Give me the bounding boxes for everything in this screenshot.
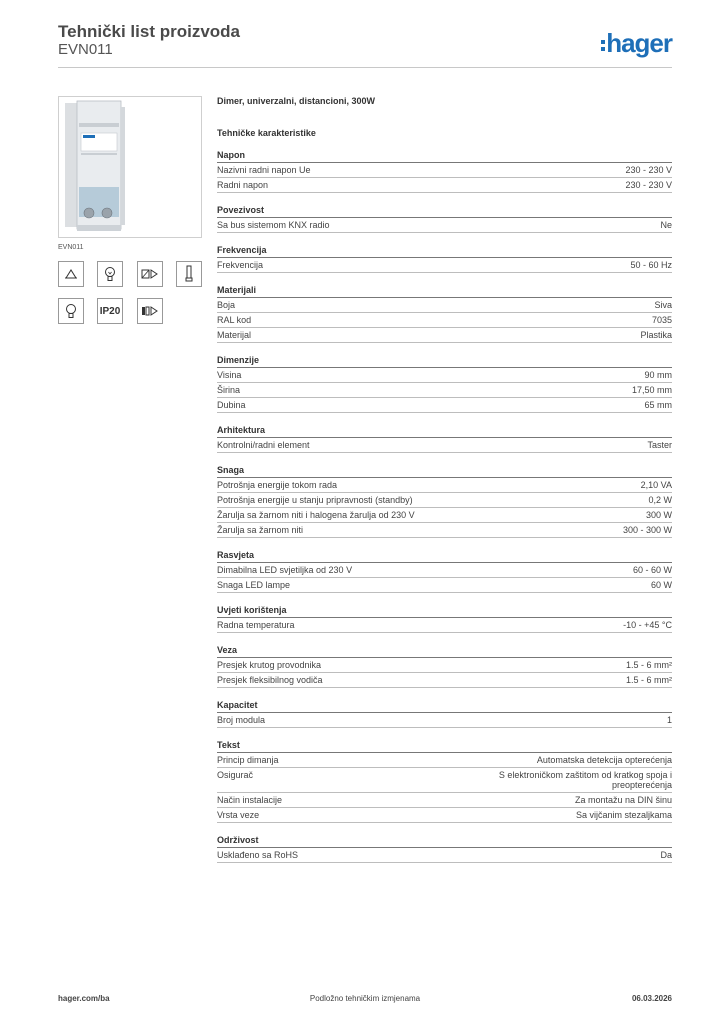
spec-group-title: Održivost bbox=[217, 835, 672, 848]
spec-label: Žarulja sa žarnom niti i halogena žarulja od 230 V bbox=[217, 510, 415, 520]
spec-value: Automatska detekcija opterećenja bbox=[536, 755, 672, 765]
spec-value: 300 - 300 W bbox=[622, 525, 672, 535]
spec-group bbox=[217, 245, 672, 273]
incandescent-bulb-icon bbox=[97, 261, 123, 287]
spec-value: 230 - 230 V bbox=[625, 165, 672, 175]
spec-row bbox=[217, 178, 672, 193]
spec-label: Sa bus sistemom KNX radio bbox=[217, 220, 330, 230]
spec-value: 1.5 - 6 mm² bbox=[625, 660, 672, 670]
spec-label: RAL kod bbox=[217, 315, 252, 325]
spec-row bbox=[217, 218, 672, 233]
product-image-caption: EVN011 bbox=[58, 244, 84, 251]
spec-value: 0,2 W bbox=[648, 495, 672, 505]
spec-row bbox=[217, 398, 672, 413]
spec-group bbox=[217, 465, 672, 538]
spec-row bbox=[217, 658, 672, 673]
spec-value: -10 - +45 °C bbox=[623, 620, 672, 630]
spec-value: Za montažu na DIN šinu bbox=[574, 795, 672, 805]
spec-row bbox=[217, 298, 672, 313]
electronic-transformer-icon bbox=[137, 298, 163, 324]
spec-group-title: Napon bbox=[217, 150, 672, 163]
spec-label: Osigurač bbox=[217, 770, 254, 780]
spec-label: Radni napon bbox=[217, 180, 269, 190]
ip-rating-badge: IP20 bbox=[97, 298, 123, 324]
spec-group-title: Tekst bbox=[217, 740, 672, 753]
spec-row bbox=[217, 523, 672, 538]
spec-row bbox=[217, 478, 672, 493]
din-rail-dimmer-icon bbox=[59, 97, 201, 237]
spec-group-title: Frekvencija bbox=[217, 245, 672, 258]
spec-group-title: Kapacitet bbox=[217, 700, 672, 713]
spec-groups bbox=[217, 150, 672, 863]
spec-row bbox=[217, 713, 672, 728]
spec-group bbox=[217, 835, 672, 863]
spec-group bbox=[217, 550, 672, 593]
lamp-dome-icon bbox=[58, 261, 84, 287]
spec-row bbox=[217, 328, 672, 343]
spec-row bbox=[217, 563, 672, 578]
spec-value: 50 - 60 Hz bbox=[630, 260, 672, 270]
spec-group bbox=[217, 285, 672, 343]
spec-group bbox=[217, 605, 672, 633]
spec-group bbox=[217, 700, 672, 728]
spec-label: Žarulja sa žarnom niti bbox=[217, 525, 304, 535]
spec-label: Način instalacije bbox=[217, 795, 283, 805]
spec-group-title: Materijali bbox=[217, 285, 672, 298]
spec-group-title: Snaga bbox=[217, 465, 672, 478]
spec-value: 65 mm bbox=[644, 400, 672, 410]
spec-row bbox=[217, 438, 672, 453]
spec-value: 7035 bbox=[651, 315, 672, 325]
spec-group-title: Arhitektura bbox=[217, 425, 672, 438]
spec-label: Dubina bbox=[217, 400, 246, 410]
spec-value: S elektroničkom zaštitom od kratkog spoja i preopterećenja bbox=[498, 770, 672, 790]
spec-value: 300 W bbox=[645, 510, 672, 520]
spec-row bbox=[217, 163, 672, 178]
spec-label: Radna temperatura bbox=[217, 620, 295, 630]
spec-group bbox=[217, 740, 672, 823]
spec-label: Dimabilna LED svjetiljka od 230 V bbox=[217, 565, 353, 575]
led-transformer-icon bbox=[137, 261, 163, 287]
spec-value: 1.5 - 6 mm² bbox=[625, 675, 672, 685]
footer-note: Podložno tehničkim izmjenama bbox=[309, 994, 421, 1003]
hager-logo bbox=[601, 28, 672, 58]
spec-row bbox=[217, 313, 672, 328]
spec-row bbox=[217, 768, 672, 793]
spec-row bbox=[217, 508, 672, 523]
spec-value: Ne bbox=[660, 220, 672, 230]
page-header bbox=[58, 22, 672, 68]
footer-website[interactable]: hager.com/ba bbox=[58, 994, 110, 1003]
spec-label: Materijal bbox=[217, 330, 252, 340]
product-visual-column bbox=[58, 96, 202, 317]
product-image bbox=[58, 96, 202, 238]
spec-value: 60 W bbox=[650, 580, 672, 590]
spec-value: 90 mm bbox=[644, 370, 672, 380]
spec-label: Potrošnja energije tokom rada bbox=[217, 480, 338, 490]
spec-value: 230 - 230 V bbox=[625, 180, 672, 190]
spec-group bbox=[217, 425, 672, 453]
spec-value: 1 bbox=[666, 715, 672, 725]
spec-label: Vrsta veze bbox=[217, 810, 260, 820]
fluorescent-tube-icon bbox=[176, 261, 202, 287]
spec-row bbox=[217, 578, 672, 593]
spec-group-title: Povezivost bbox=[217, 205, 672, 218]
spec-group-title: Veza bbox=[217, 645, 672, 658]
spec-row bbox=[217, 753, 672, 768]
spec-value: Taster bbox=[647, 440, 672, 450]
spec-label: Presjek krutog provodnika bbox=[217, 660, 322, 670]
spec-label: Visina bbox=[217, 370, 242, 380]
spec-label: Snaga LED lampe bbox=[217, 580, 291, 590]
spec-label: Presjek fleksibilnog vodiča bbox=[217, 675, 323, 685]
spec-row bbox=[217, 493, 672, 508]
spec-label: Kontrolni/radni element bbox=[217, 440, 310, 450]
spec-label: Frekvencija bbox=[217, 260, 264, 270]
spec-row bbox=[217, 793, 672, 808]
logo-text: hager bbox=[606, 28, 672, 58]
spec-row bbox=[217, 618, 672, 633]
spec-label: Princip dimanja bbox=[217, 755, 279, 765]
spec-label: Boja bbox=[217, 300, 236, 310]
spec-group-title: Dimenzije bbox=[217, 355, 672, 368]
spec-label: Usklađeno sa RoHS bbox=[217, 850, 299, 860]
spec-row bbox=[217, 848, 672, 863]
spec-value: Siva bbox=[654, 300, 672, 310]
spec-value: Sa vijčanim stezaljkama bbox=[575, 810, 672, 820]
spec-group bbox=[217, 150, 672, 193]
logo-dots-icon bbox=[601, 40, 605, 51]
spec-value: 60 - 60 W bbox=[632, 565, 672, 575]
spec-group-title: Rasvjeta bbox=[217, 550, 672, 563]
specs-column bbox=[217, 96, 672, 863]
spec-label: Potrošnja energije u stanju pripravnosti (standby) bbox=[217, 495, 413, 505]
spec-value: 2,10 VA bbox=[640, 480, 672, 490]
spec-row bbox=[217, 258, 672, 273]
spec-group-title: Uvjeti korištenja bbox=[217, 605, 672, 618]
product-description: Dimer, univerzalni, distancioni, 300W bbox=[217, 96, 376, 106]
characteristics-heading: Tehničke karakteristike bbox=[217, 128, 316, 138]
spec-row bbox=[217, 383, 672, 398]
product-code: EVN011 bbox=[58, 41, 113, 58]
spec-label: Širina bbox=[217, 385, 241, 395]
spec-value: Plastika bbox=[640, 330, 672, 340]
spec-label: Broj modula bbox=[217, 715, 266, 725]
spec-group bbox=[217, 645, 672, 688]
spec-group bbox=[217, 205, 672, 233]
spec-value: 17,50 mm bbox=[631, 385, 672, 395]
spec-group bbox=[217, 355, 672, 413]
spec-row bbox=[217, 808, 672, 823]
spec-label: Nazivni radni napon Ue bbox=[217, 165, 311, 175]
bulb-icon bbox=[58, 298, 84, 324]
footer-date: 06.03.2026 bbox=[631, 994, 672, 1003]
spec-value: Da bbox=[660, 850, 672, 860]
page-title: Tehnički list proizvoda bbox=[58, 22, 240, 41]
spec-row bbox=[217, 368, 672, 383]
spec-row bbox=[217, 673, 672, 688]
